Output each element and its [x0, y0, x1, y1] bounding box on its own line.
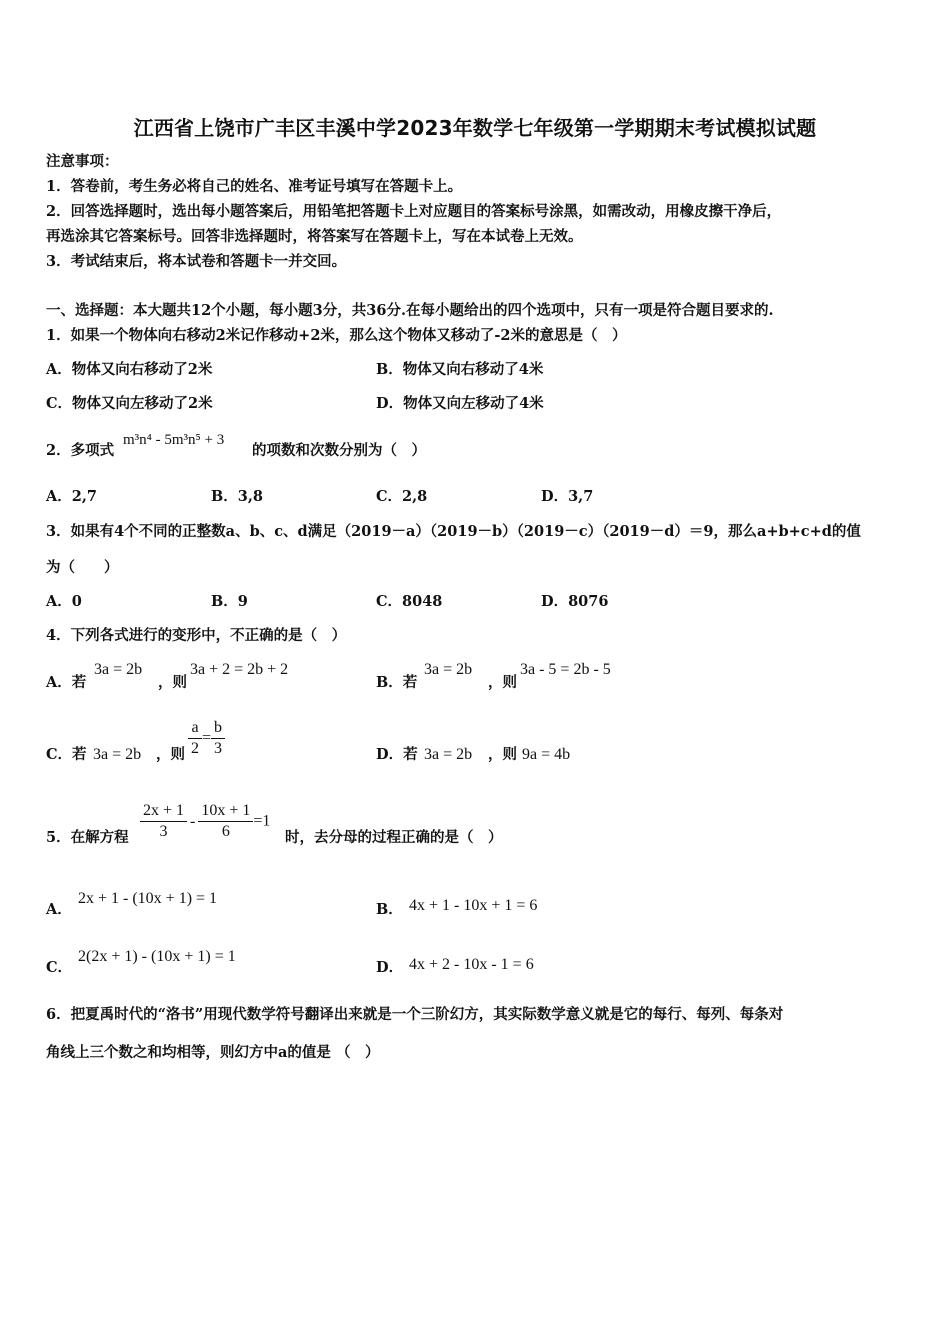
q2-option-a: A．2,7	[46, 488, 97, 505]
q5-stem-post: 时，去分母的过程正确的是（ ）	[285, 829, 503, 846]
q2-polynomial: m³n⁴ - 5m³n⁵ + 3	[123, 432, 225, 448]
q4-option-b-label: B．若	[376, 674, 418, 691]
q5-option-a: 2x + 1 - (10x + 1) = 1	[78, 890, 218, 907]
q4-option-d-result: 9a = 4b	[522, 746, 571, 763]
q4-option-b-condition: 3a = 2b	[424, 661, 473, 678]
notice-heading: 注意事项：	[46, 153, 119, 170]
q4-option-a-label: A．若	[46, 674, 87, 691]
q5-denominator-2: 6	[221, 823, 230, 840]
q5-fraction-2	[198, 801, 253, 842]
q4-option-b-result: 3a - 5 = 2b - 5	[520, 661, 611, 678]
q4-c-equals: =	[202, 729, 212, 747]
q6-stem-line1: 6．把夏禹时代的“洛书”用现代数学符号翻译出来就是一个三阶幻方，其实际数学意义就是它的每行、每列、每条对	[46, 1006, 784, 1023]
section-heading: 一、选择题：本大题共12个小题，每小题3分，共36分.在每小题给出的四个选项中，只有一项是符合题目要求的.	[46, 302, 774, 319]
q5-option-d: 4x + 2 - 10x - 1 = 6	[409, 956, 534, 973]
q3-option-a: A．0	[46, 593, 82, 610]
q3-stem-line1: 3．如果有4个不同的正整数a、b、c、d满足（2019－a）（2019－b）（2019－c）（2019－d）＝9，那么a+b+c+d的值	[46, 523, 861, 540]
q2-option-b: B．3,8	[211, 488, 263, 505]
q4-option-b-then: ，则	[488, 674, 517, 691]
q1-stem: 1．如果一个物体向右移动2米记作移动+2米，那么这个物体又移动了-2米的意思是（ ）	[46, 327, 627, 344]
q5-option-a-label: A．	[46, 901, 72, 918]
q4-option-a-condition: 3a = 2b	[94, 661, 143, 678]
notice-item-1: 1．答卷前，考生务必将自己的姓名、准考证号填写在答题卡上。	[46, 178, 463, 195]
q1-option-b: B．物体又向右移动了4米	[376, 361, 544, 378]
q4-option-c-label: C．若	[46, 746, 87, 763]
q5-stem-pre: 5．在解方程	[46, 829, 129, 846]
q4-option-d-condition: 3a = 2b	[424, 746, 473, 763]
q5-rhs: =1	[253, 812, 271, 830]
q4-c-fraction-a	[188, 718, 202, 759]
q5-fraction-1	[140, 801, 187, 842]
q2-option-d: D．3,7	[541, 488, 594, 505]
notice-item-3: 3．考试结束后，将本试卷和答题卡一并交回。	[46, 253, 347, 270]
q5-minus: -	[190, 812, 196, 830]
q4-c-numerator-b: b	[211, 718, 225, 739]
q4-option-c-result	[188, 718, 225, 759]
q4-c-denominator-a: 2	[191, 740, 199, 757]
q4-option-d-then: ，则	[488, 746, 517, 763]
q6-stem-line2: 角线上三个数之和均相等，则幻方中a的值是 （ ）	[46, 1044, 380, 1061]
q2-stem-pre: 2．多项式	[46, 442, 115, 459]
q4-option-d-label: D．若	[376, 746, 418, 763]
q1-option-a: A．物体又向右移动了2米	[46, 361, 213, 378]
q4-c-fraction-b	[211, 718, 225, 759]
q4-option-c-then: ，则	[156, 746, 185, 763]
q1-option-c: C．物体又向左移动了2米	[46, 395, 213, 412]
q5-option-c-label: C．	[46, 959, 73, 976]
exam-title: 江西省上饶市广丰区丰溪中学2023年数学七年级第一学期期末考试模拟试题	[133, 116, 817, 140]
q3-stem-line2: 为（ ）	[46, 559, 119, 576]
notice-item-2b: 再选涂其它答案标号。回答非选择题时，将答案写在答题卡上，写在本试卷上无效。	[46, 228, 583, 245]
q5-equation	[140, 801, 270, 842]
q4-option-a-then: ，则	[158, 674, 187, 691]
q4-option-a-result: 3a + 2 = 2b + 2	[190, 661, 289, 678]
q4-option-c-condition: 3a = 2b	[93, 746, 142, 763]
q5-denominator-1: 3	[159, 823, 168, 840]
q5-numerator-1: 2x + 1	[140, 801, 187, 822]
q1-option-d: D．物体又向左移动了4米	[376, 395, 544, 412]
q3-option-c: C．8048	[376, 593, 443, 610]
q5-option-b: 4x + 1 - 10x + 1 = 6	[409, 897, 538, 914]
notice-item-2a: 2．回答选择题时，选出每小题答案后，用铅笔把答题卡上对应题目的答案标号涂黑，如需改动，用橡皮擦干净后，	[46, 203, 782, 220]
q5-numerator-2: 10x + 1	[198, 801, 253, 822]
q4-c-numerator-a: a	[188, 718, 202, 739]
q5-option-d-label: D．	[376, 959, 404, 976]
q2-option-c: C．2,8	[376, 488, 428, 505]
q5-option-b-label: B．	[376, 901, 403, 918]
q4-c-denominator-b: 3	[214, 740, 223, 757]
q4-stem: 4．下列各式进行的变形中，不正确的是（ ）	[46, 627, 347, 644]
q2-stem-post: 的项数和次数分别为（ ）	[252, 442, 426, 459]
q5-option-c: 2(2x + 1) - (10x + 1) = 1	[78, 948, 236, 965]
q3-option-d: D．8076	[541, 593, 609, 610]
q3-option-b: B．9	[211, 593, 248, 610]
